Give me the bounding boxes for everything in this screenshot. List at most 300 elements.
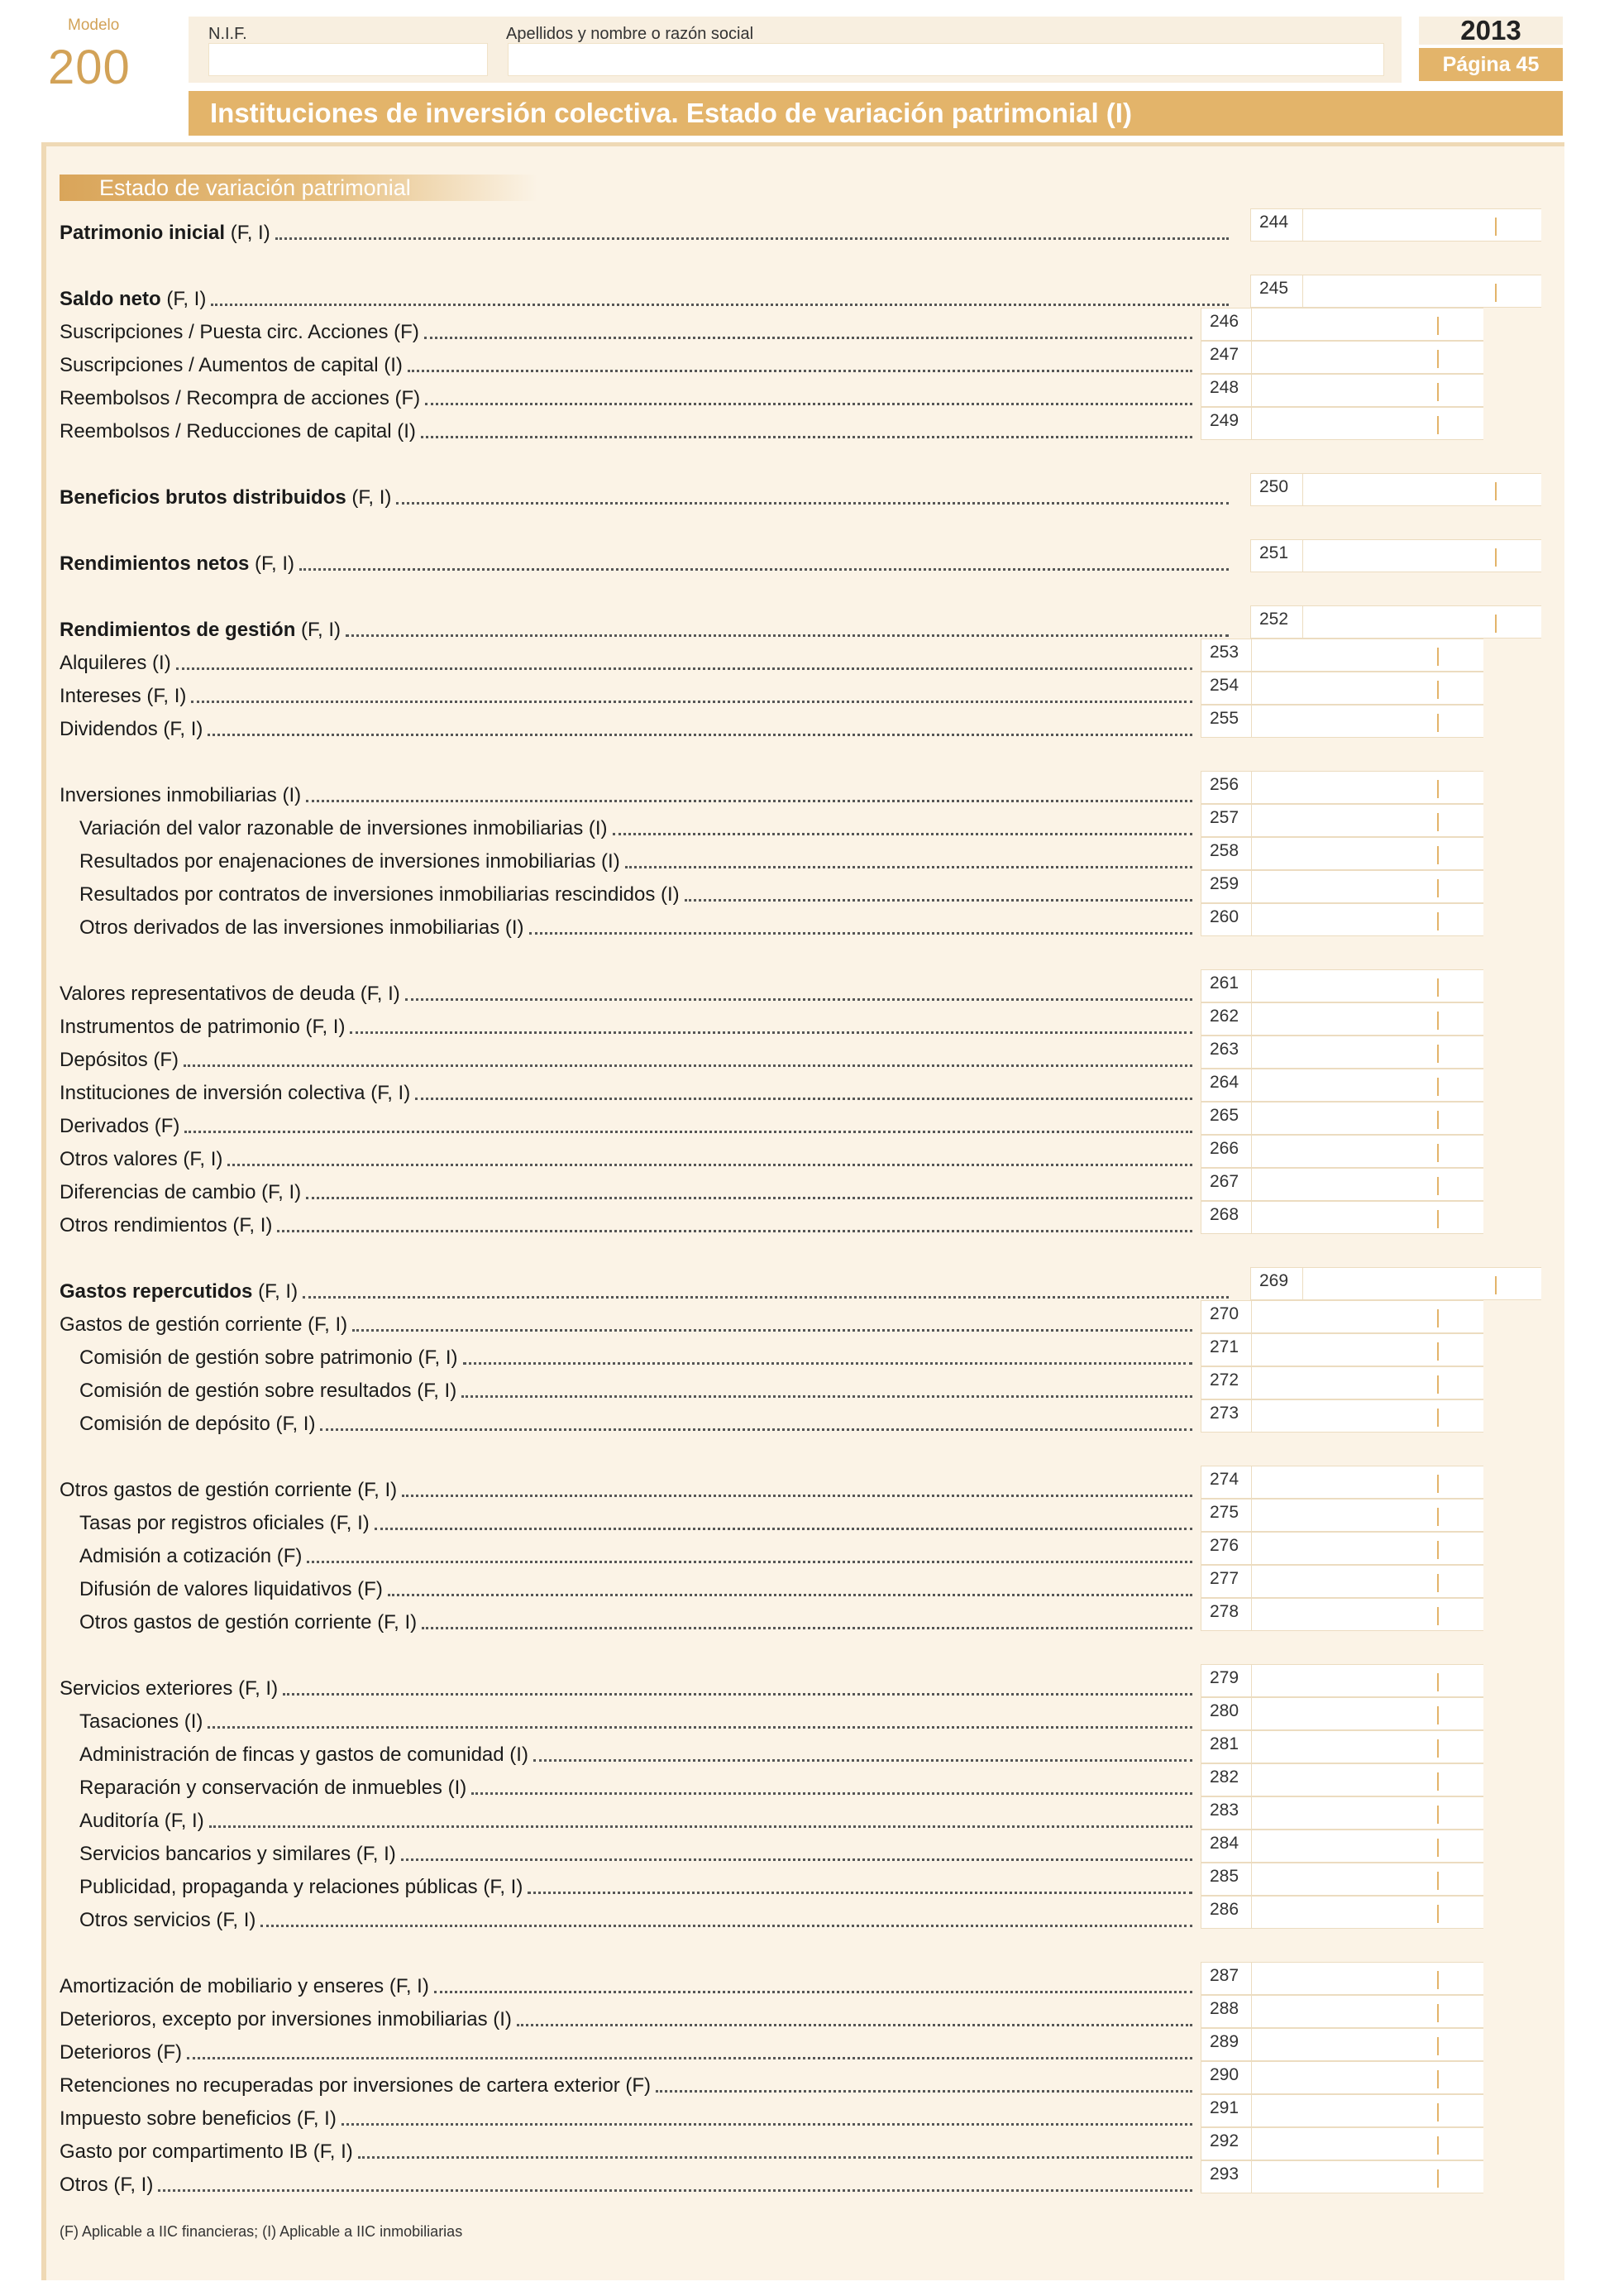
dot-leader [303, 1296, 1229, 1299]
form-row-270 [60, 1305, 1196, 1338]
row-label: Resultados por contratos de inversiones inmobiliarias rescindidos (I) [79, 883, 680, 906]
form-row-256 [60, 776, 1196, 809]
box-code-279: 279 [1201, 1664, 1252, 1697]
form-row-289 [60, 2033, 1196, 2066]
dot-leader [529, 932, 1192, 935]
row-label-bold: Saldo neto [60, 288, 161, 310]
form-row-292 [60, 2132, 1196, 2165]
row-label-bold: Rendimientos netos [60, 552, 250, 575]
decimal-separator-mark [1437, 1475, 1439, 1493]
amount-field-270[interactable] [1252, 1300, 1483, 1333]
box-code-255: 255 [1201, 705, 1252, 738]
form-row-282 [60, 1768, 1196, 1801]
form-row-283 [60, 1801, 1196, 1834]
box-code-292: 292 [1201, 2127, 1252, 2160]
box-code-290: 290 [1201, 2061, 1252, 2094]
dot-leader [350, 1031, 1192, 1034]
amount-field-244[interactable] [1303, 208, 1541, 242]
amount-field-260[interactable] [1252, 903, 1483, 936]
form-row-276 [60, 1537, 1196, 1570]
dot-leader [184, 1131, 1192, 1133]
amount-field-254[interactable] [1252, 672, 1483, 705]
amount-field-265[interactable] [1252, 1102, 1483, 1135]
box-code-267: 267 [1201, 1168, 1252, 1201]
amount-field-287[interactable] [1252, 1962, 1483, 1995]
modelo-block [48, 17, 172, 95]
amount-field-274[interactable] [1252, 1466, 1483, 1499]
form-row-264 [60, 1074, 1196, 1107]
form-row-259 [60, 875, 1196, 908]
dot-leader [277, 1230, 1192, 1232]
dot-leader [306, 1197, 1192, 1199]
row-label: Difusión de valores liquidativos (F) [79, 1578, 383, 1600]
decimal-separator-mark [1437, 714, 1439, 732]
decimal-separator-mark [1437, 1144, 1439, 1162]
box-code-278: 278 [1201, 1598, 1252, 1631]
decimal-separator-mark [1437, 846, 1439, 864]
dot-leader [625, 866, 1192, 868]
row-label: Reparación y conservación de inmuebles (I) [79, 1777, 467, 1799]
row-label: Resultados por enajenaciones de inversiones inmobiliarias (I) [79, 850, 620, 873]
nif-label: N.I.F. [208, 25, 247, 43]
amount-field-275[interactable] [1252, 1499, 1483, 1532]
dot-leader [471, 1792, 1192, 1795]
box-code-258: 258 [1201, 837, 1252, 870]
decimal-separator-mark [1437, 1045, 1439, 1063]
box-code-245: 245 [1250, 275, 1303, 308]
box-code-293: 293 [1201, 2160, 1252, 2193]
decimal-separator-mark [1437, 2070, 1439, 2088]
amount-field-284[interactable] [1252, 1830, 1483, 1863]
box-code-280: 280 [1201, 1697, 1252, 1730]
form-row-253 [60, 643, 1196, 677]
row-label-bold: Gastos repercutidos [60, 1280, 253, 1303]
form-row-272 [60, 1371, 1196, 1404]
box-code-289: 289 [1201, 2028, 1252, 2061]
row-label: Otros derivados de las inversiones inmobiliarias (I) [79, 916, 524, 939]
amount-field-285[interactable] [1252, 1863, 1483, 1896]
decimal-separator-mark [1437, 1375, 1439, 1394]
form-row-280 [60, 1702, 1196, 1735]
form-row-278 [60, 1603, 1196, 1636]
box-code-275: 275 [1201, 1499, 1252, 1532]
decimal-separator-mark [1437, 1607, 1439, 1625]
row-label: Comisión de gestión sobre patrimonio (F, I) [79, 1347, 458, 1369]
decimal-separator-mark [1437, 1839, 1439, 1857]
row-label: Suscripciones / Aumentos de capital (I) [60, 354, 403, 376]
form-row-246 [60, 313, 1196, 346]
modelo-label: Modelo [68, 17, 120, 34]
section-title: Estado de variación patrimonial [60, 175, 537, 201]
amount-field-258[interactable] [1252, 837, 1483, 870]
box-code-269: 269 [1250, 1267, 1303, 1300]
decimal-separator-mark [1495, 284, 1497, 302]
amount-field-278[interactable] [1252, 1598, 1483, 1631]
amount-field-257[interactable] [1252, 804, 1483, 837]
row-label: Diferencias de cambio (F, I) [60, 1181, 302, 1203]
amount-field-290[interactable] [1252, 2061, 1483, 2094]
amount-field-255[interactable] [1252, 705, 1483, 738]
decimal-separator-mark [1437, 2004, 1439, 2022]
amount-field-259[interactable] [1252, 870, 1483, 903]
box-code-281: 281 [1201, 1730, 1252, 1763]
row-label: Publicidad, propaganda y relaciones públicas (F, I) [79, 1876, 523, 1898]
row-label: Depósitos (F) [60, 1049, 179, 1071]
amount-field-253[interactable] [1252, 639, 1483, 672]
dot-leader [424, 337, 1192, 339]
box-code-244: 244 [1250, 208, 1303, 242]
form-row-250 [60, 478, 1232, 511]
box-code-262: 262 [1201, 1002, 1252, 1036]
box-code-274: 274 [1201, 1466, 1252, 1499]
form-row-293 [60, 2165, 1196, 2198]
box-code-251: 251 [1250, 539, 1303, 572]
nif-field[interactable] [208, 43, 488, 76]
dot-leader [528, 1892, 1192, 1894]
box-code-285: 285 [1201, 1863, 1252, 1896]
dot-leader [211, 304, 1229, 306]
box-code-282: 282 [1201, 1763, 1252, 1796]
decimal-separator-mark [1437, 1309, 1439, 1327]
box-code-272: 272 [1201, 1366, 1252, 1399]
row-label: Saldo neto (F, I) [60, 288, 207, 310]
name-label: Apellidos y nombre o razón social [506, 25, 754, 43]
amount-field-245[interactable] [1303, 275, 1541, 308]
dot-leader [656, 2090, 1192, 2093]
form-row-254 [60, 677, 1196, 710]
decimal-separator-mark [1437, 1905, 1439, 1923]
box-code-253: 253 [1201, 639, 1252, 672]
box-code-270: 270 [1201, 1300, 1252, 1333]
decimal-separator-mark [1495, 548, 1497, 567]
box-code-250: 250 [1250, 473, 1303, 506]
form-row-271 [60, 1338, 1196, 1371]
amount-field-266[interactable] [1252, 1135, 1483, 1168]
dot-leader [517, 2024, 1192, 2026]
amount-field-289[interactable] [1252, 2028, 1483, 2061]
row-label: Suscripciones / Puesta circ. Acciones (F) [60, 321, 419, 343]
amount-field-282[interactable] [1252, 1763, 1483, 1796]
row-label: Retenciones no recuperadas por inversiones de cartera exterior (F) [60, 2074, 652, 2097]
dot-leader [425, 403, 1192, 405]
decimal-separator-mark [1437, 1971, 1439, 1989]
footnote: (F) Aplicable a IIC financieras; (I) Aplicable a IIC inmobiliarias [60, 2223, 463, 2240]
form-row-251 [60, 544, 1232, 577]
box-code-265: 265 [1201, 1102, 1252, 1135]
row-label: Tasas por registros oficiales (F, I) [79, 1512, 370, 1534]
row-label: Otros gastos de gestión corriente (F, I) [79, 1611, 418, 1634]
amount-field-264[interactable] [1252, 1069, 1483, 1102]
amount-field-291[interactable] [1252, 2094, 1483, 2127]
decimal-separator-mark [1437, 648, 1439, 666]
decimal-separator-mark [1437, 780, 1439, 798]
form-row-252 [60, 610, 1232, 643]
row-label: Rendimientos netos (F, I) [60, 552, 295, 575]
year-badge: 2013 [1419, 17, 1563, 45]
dot-leader [260, 1925, 1192, 1927]
dot-leader [388, 1594, 1192, 1596]
decimal-separator-mark [1437, 978, 1439, 997]
form-row-284 [60, 1834, 1196, 1868]
amount-field-273[interactable] [1252, 1399, 1483, 1433]
amount-field-261[interactable] [1252, 969, 1483, 1002]
dot-leader [415, 1098, 1192, 1100]
row-label: Otros (F, I) [60, 2174, 154, 2196]
box-code-287: 287 [1201, 1962, 1252, 1995]
row-label: Tasaciones (I) [79, 1710, 203, 1733]
dot-leader [421, 436, 1192, 438]
decimal-separator-mark [1437, 383, 1439, 401]
box-code-283: 283 [1201, 1796, 1252, 1830]
dot-leader [422, 1627, 1192, 1629]
row-label: Inversiones inmobiliarias (I) [60, 784, 302, 806]
row-label: Servicios bancarios y similares (F, I) [79, 1843, 396, 1865]
form-row-263 [60, 1040, 1196, 1074]
box-code-254: 254 [1201, 672, 1252, 705]
amount-field-272[interactable] [1252, 1366, 1483, 1399]
form-row-261 [60, 974, 1196, 1007]
decimal-separator-mark [1437, 1872, 1439, 1890]
decimal-separator-mark [1437, 813, 1439, 831]
dot-leader [358, 2156, 1192, 2159]
dot-leader [306, 800, 1192, 802]
dot-leader [405, 998, 1192, 1001]
amount-field-292[interactable] [1252, 2127, 1483, 2160]
dot-leader [402, 1495, 1192, 1497]
row-label: Otros valores (F, I) [60, 1148, 223, 1170]
amount-field-281[interactable] [1252, 1730, 1483, 1763]
decimal-separator-mark [1437, 1739, 1439, 1758]
box-code-291: 291 [1201, 2094, 1252, 2127]
amount-field-249[interactable] [1252, 407, 1483, 440]
form-row-247 [60, 346, 1196, 379]
decimal-separator-mark [1437, 1409, 1439, 1427]
dot-leader [346, 634, 1229, 637]
dot-leader [191, 701, 1192, 703]
amount-field-279[interactable] [1252, 1664, 1483, 1697]
form-row-265 [60, 1107, 1196, 1140]
dot-leader [275, 237, 1229, 240]
row-label: Patrimonio inicial (F, I) [60, 222, 270, 244]
dot-leader [227, 1164, 1192, 1166]
row-label: Valores representativos de deuda (F, I) [60, 983, 400, 1005]
box-code-247: 247 [1201, 341, 1252, 374]
dot-leader [320, 1428, 1192, 1431]
decimal-separator-mark [1437, 879, 1439, 897]
form-row-245 [60, 280, 1232, 313]
dot-leader [613, 833, 1192, 835]
decimal-separator-mark [1437, 1806, 1439, 1824]
decimal-separator-mark [1437, 2103, 1439, 2121]
amount-field-280[interactable] [1252, 1697, 1483, 1730]
amount-field-247[interactable] [1252, 341, 1483, 374]
form-row-291 [60, 2099, 1196, 2132]
dot-leader [341, 2123, 1192, 2126]
amount-field-276[interactable] [1252, 1532, 1483, 1565]
row-label: Otros servicios (F, I) [79, 1909, 256, 1931]
amount-field-271[interactable] [1252, 1333, 1483, 1366]
form-row-249 [60, 412, 1196, 445]
dot-leader [533, 1759, 1192, 1762]
dot-leader [461, 1395, 1192, 1398]
row-label: Administración de fincas y gastos de comunidad (I) [79, 1744, 528, 1766]
dot-leader [307, 1561, 1192, 1563]
row-label: Amortización de mobiliario y enseres (F, I) [60, 1975, 429, 1997]
form-row-269 [60, 1272, 1232, 1305]
amount-field-286[interactable] [1252, 1896, 1483, 1929]
box-code-246: 246 [1201, 308, 1252, 341]
row-label: Otros gastos de gestión corriente (F, I) [60, 1479, 398, 1501]
amount-field-256[interactable] [1252, 771, 1483, 804]
amount-field-283[interactable] [1252, 1796, 1483, 1830]
dot-leader [434, 1991, 1192, 1993]
dot-leader [176, 667, 1192, 670]
amount-field-269[interactable] [1303, 1267, 1541, 1300]
dot-leader [283, 1693, 1192, 1696]
amount-field-267[interactable] [1252, 1168, 1483, 1201]
form-row-248 [60, 379, 1196, 412]
row-label: Beneficios brutos distribuidos (F, I) [60, 486, 392, 509]
dot-leader [352, 1329, 1192, 1332]
decimal-separator-mark [1437, 1012, 1439, 1030]
modelo-number: 200 [48, 41, 131, 94]
dot-leader [463, 1362, 1192, 1365]
decimal-separator-mark [1437, 1541, 1439, 1559]
dot-leader [685, 899, 1192, 902]
box-code-248: 248 [1201, 374, 1252, 407]
decimal-separator-mark [1437, 2136, 1439, 2155]
box-code-268: 268 [1201, 1201, 1252, 1234]
form-row-275 [60, 1504, 1196, 1537]
decimal-separator-mark [1437, 1078, 1439, 1096]
row-label: Deterioros, excepto por inversiones inmobiliarias (I) [60, 2008, 512, 2031]
row-label: Intereses (F, I) [60, 685, 187, 707]
amount-field-293[interactable] [1252, 2160, 1483, 2193]
amount-field-252[interactable] [1303, 605, 1541, 639]
box-code-286: 286 [1201, 1896, 1252, 1929]
form-row-268 [60, 1206, 1196, 1239]
decimal-separator-mark [1437, 1342, 1439, 1361]
form-row-267 [60, 1173, 1196, 1206]
form-row-262 [60, 1007, 1196, 1040]
amount-field-288[interactable] [1252, 1995, 1483, 2028]
box-code-261: 261 [1201, 969, 1252, 1002]
row-label: Admisión a cotización (F) [79, 1545, 303, 1567]
decimal-separator-mark [1437, 1210, 1439, 1228]
form-row-285 [60, 1868, 1196, 1901]
row-label: Instrumentos de patrimonio (F, I) [60, 1016, 346, 1038]
row-label-bold: Rendimientos de gestión [60, 619, 296, 641]
amount-field-268[interactable] [1252, 1201, 1483, 1234]
form-row-286 [60, 1901, 1196, 1934]
dot-leader [209, 1825, 1192, 1828]
decimal-separator-mark [1437, 1508, 1439, 1526]
dot-leader [158, 2189, 1192, 2192]
row-label: Reembolsos / Recompra de acciones (F) [60, 387, 421, 409]
row-label: Deterioros (F) [60, 2041, 183, 2064]
box-code-284: 284 [1201, 1830, 1252, 1863]
decimal-separator-mark [1437, 1706, 1439, 1724]
decimal-separator-mark [1495, 1276, 1497, 1294]
amount-field-248[interactable] [1252, 374, 1483, 407]
row-label: Comisión de depósito (F, I) [79, 1413, 316, 1435]
row-label: Impuesto sobre beneficios (F, I) [60, 2107, 337, 2130]
amount-field-263[interactable] [1252, 1036, 1483, 1069]
form-row-255 [60, 710, 1196, 743]
dot-leader [184, 1064, 1192, 1067]
decimal-separator-mark [1437, 1673, 1439, 1691]
name-field[interactable] [508, 43, 1384, 76]
amount-field-251[interactable] [1303, 539, 1541, 572]
form-row-244 [60, 213, 1232, 246]
row-label: Gasto por compartimento IB (F, I) [60, 2141, 353, 2163]
identification-panel [189, 17, 1402, 83]
decimal-separator-mark [1437, 1177, 1439, 1195]
form-row-257 [60, 809, 1196, 842]
row-label: Derivados (F) [60, 1115, 180, 1137]
row-label-bold: Beneficios brutos distribuidos [60, 486, 346, 509]
decimal-separator-mark [1437, 2037, 1439, 2055]
form-row-281 [60, 1735, 1196, 1768]
box-code-249: 249 [1201, 407, 1252, 440]
decimal-separator-mark [1495, 615, 1497, 633]
form-row-287 [60, 1967, 1196, 2000]
form-row-279 [60, 1669, 1196, 1702]
box-code-277: 277 [1201, 1565, 1252, 1598]
decimal-separator-mark [1437, 1111, 1439, 1129]
dot-leader [208, 734, 1192, 736]
row-label: Dividendos (F, I) [60, 718, 203, 740]
box-code-288: 288 [1201, 1995, 1252, 2028]
decimal-separator-mark [1437, 317, 1439, 335]
dot-leader [375, 1528, 1192, 1530]
form-row-260 [60, 908, 1196, 941]
form-row-258 [60, 842, 1196, 875]
decimal-separator-mark [1437, 912, 1439, 930]
dot-leader [401, 1858, 1192, 1861]
form-row-266 [60, 1140, 1196, 1173]
amount-field-277[interactable] [1252, 1565, 1483, 1598]
amount-field-250[interactable] [1303, 473, 1541, 506]
row-label: Otros rendimientos (F, I) [60, 1214, 273, 1236]
form-row-290 [60, 2066, 1196, 2099]
box-code-263: 263 [1201, 1036, 1252, 1069]
decimal-separator-mark [1437, 1772, 1439, 1791]
form-row-273 [60, 1404, 1196, 1437]
box-code-264: 264 [1201, 1069, 1252, 1102]
amount-field-246[interactable] [1252, 308, 1483, 341]
box-code-273: 273 [1201, 1399, 1252, 1433]
row-label: Gastos repercutidos (F, I) [60, 1280, 299, 1303]
page-title: Instituciones de inversión colectiva. Estado de variación patrimonial (I) [189, 91, 1563, 136]
amount-field-262[interactable] [1252, 1002, 1483, 1036]
decimal-separator-mark [1437, 681, 1439, 699]
dot-leader [396, 502, 1229, 505]
row-label: Alquileres (I) [60, 652, 171, 674]
box-code-266: 266 [1201, 1135, 1252, 1168]
form-row-274 [60, 1471, 1196, 1504]
row-label: Servicios exteriores (F, I) [60, 1677, 279, 1700]
decimal-separator-mark [1495, 218, 1497, 236]
box-code-260: 260 [1201, 903, 1252, 936]
box-code-271: 271 [1201, 1333, 1252, 1366]
row-label: Comisión de gestión sobre resultados (F, I) [79, 1380, 457, 1402]
box-code-259: 259 [1201, 870, 1252, 903]
form-row-288 [60, 2000, 1196, 2033]
box-code-276: 276 [1201, 1532, 1252, 1565]
box-code-256: 256 [1201, 771, 1252, 804]
row-label: Variación del valor razonable de inversiones inmobiliarias (I) [79, 817, 608, 839]
